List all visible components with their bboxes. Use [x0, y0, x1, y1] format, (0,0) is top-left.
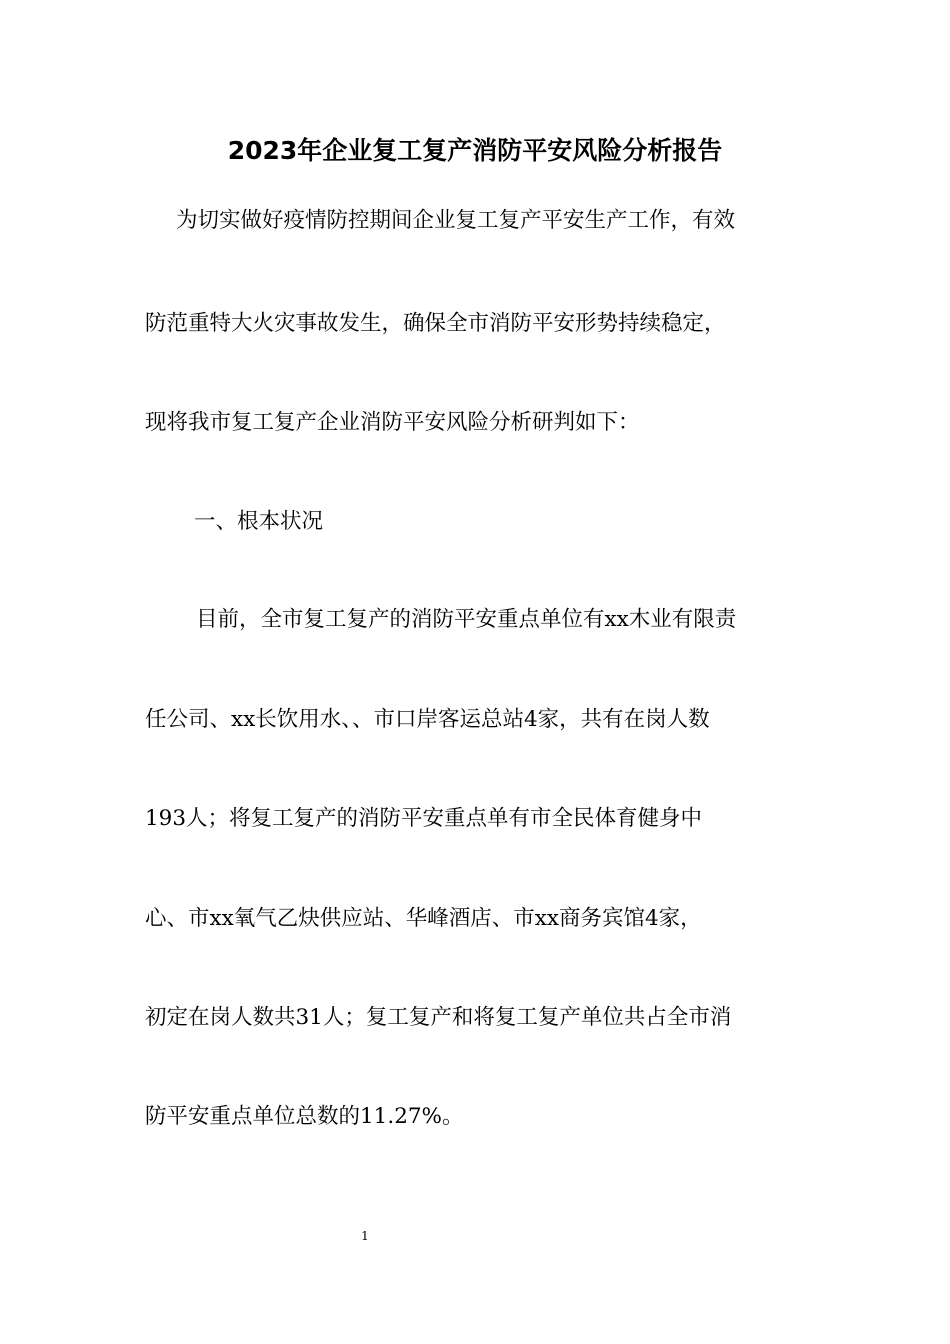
body-line: 防平安重点单位总数的11.27%。 — [145, 1104, 464, 1129]
intro-line: 为切实做好疫情防控期间企业复工复产平安生产工作，有效 — [176, 208, 736, 233]
page-number: 1 — [361, 1229, 369, 1243]
document-title: 2023年企业复工复产消防平安风险分析报告 — [227, 136, 723, 165]
intro-line: 现将我市复工复产企业消防平安风险分析研判如下： — [145, 410, 640, 435]
intro-line: 防范重特大火灾事故发生，确保全市消防平安形势持续稳定， — [145, 311, 726, 336]
body-line: 目前，全市复工复产的消防平安重点单位有xx木业有限责 — [196, 607, 737, 632]
body-line: 193人；将复工复产的消防平安重点单有市全民体育健身中 — [145, 806, 703, 831]
body-line: 心、市xx氧气乙炔供应站、华峰酒店、市xx商务宾馆4家， — [145, 906, 702, 931]
body-line: 任公司、xx长饮用水、、市口岸客运总站4家，共有在岗人数 — [145, 707, 710, 732]
section-heading: 一、根本状况 — [194, 509, 324, 534]
body-line: 初定在岗人数共31人；复工复产和将复工复产单位共占全市消 — [145, 1005, 732, 1030]
